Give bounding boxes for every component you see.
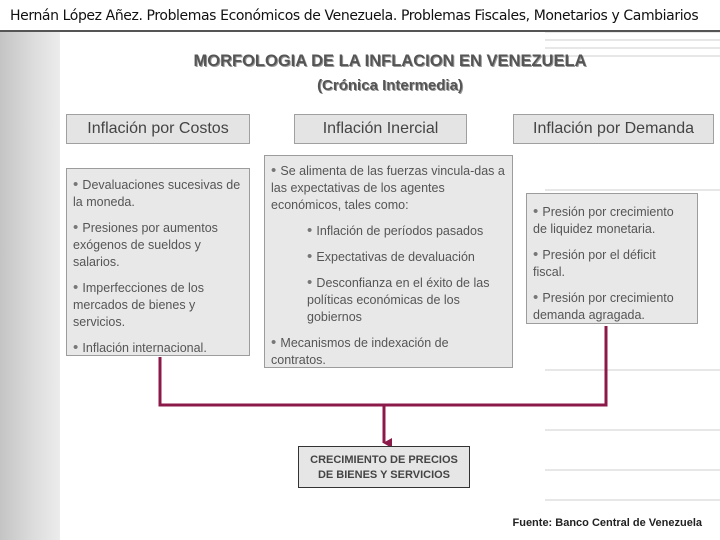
result-line-2: DE BIENES Y SERVICIOS — [317, 469, 451, 481]
list-item: • Presión por el déficit fiscal. — [533, 246, 656, 279]
list-item: • Inflación de períodos pasados — [307, 222, 484, 239]
list-item: • Desconfianza en el éxito de las políticas económicas de los gobiernos — [307, 274, 490, 324]
result-box — [298, 446, 470, 488]
list-item: • Imperfecciones de los mercados de bienes y servicios. — [73, 279, 205, 329]
list-item: • Expectativas de devaluación — [307, 248, 475, 265]
header-title: Hernán López Añez. Problemas Económicos de Venezuela. Problemas Fiscales, Monetarios y Cambiarios — [10, 8, 699, 24]
demanda-box — [526, 193, 698, 324]
intro-text: • Se alimenta de las fuerzas vincula-das a las expectativas de los agentes económicos, tales como: — [271, 162, 505, 212]
header-inercial-label: Inflación Inercial — [322, 120, 439, 137]
result-line-1: CRECIMIENTO DE PRECIOS — [310, 454, 458, 466]
source-note: Fuente: Banco Central de Venezuela — [512, 517, 702, 529]
costos-box — [66, 168, 250, 356]
slide-subtitle: (Crónica Intermedia) — [317, 77, 463, 94]
list-item: • Inflación internacional. — [73, 339, 207, 356]
inercial-box — [264, 155, 513, 368]
list-item: • Presión por crecimiento de liquidez monetaria. — [533, 203, 674, 236]
list-item: • Presiones por aumentos exógenos de sueldos y salarios. — [73, 219, 218, 269]
list-item: • Presión por crecimiento demanda agragada. — [533, 289, 674, 322]
slide-title: MORFOLOGIA DE LA INFLACION EN VENEZUELA — [193, 52, 587, 70]
list-item: • Devaluaciones sucesivas de la moneda. — [73, 176, 241, 209]
header-demanda-label: Inflación por Demanda — [533, 120, 694, 137]
header-costos-label: Inflación por Costos — [87, 120, 229, 137]
outro-text: • Mecanismos de indexación de contratos. — [271, 334, 449, 367]
